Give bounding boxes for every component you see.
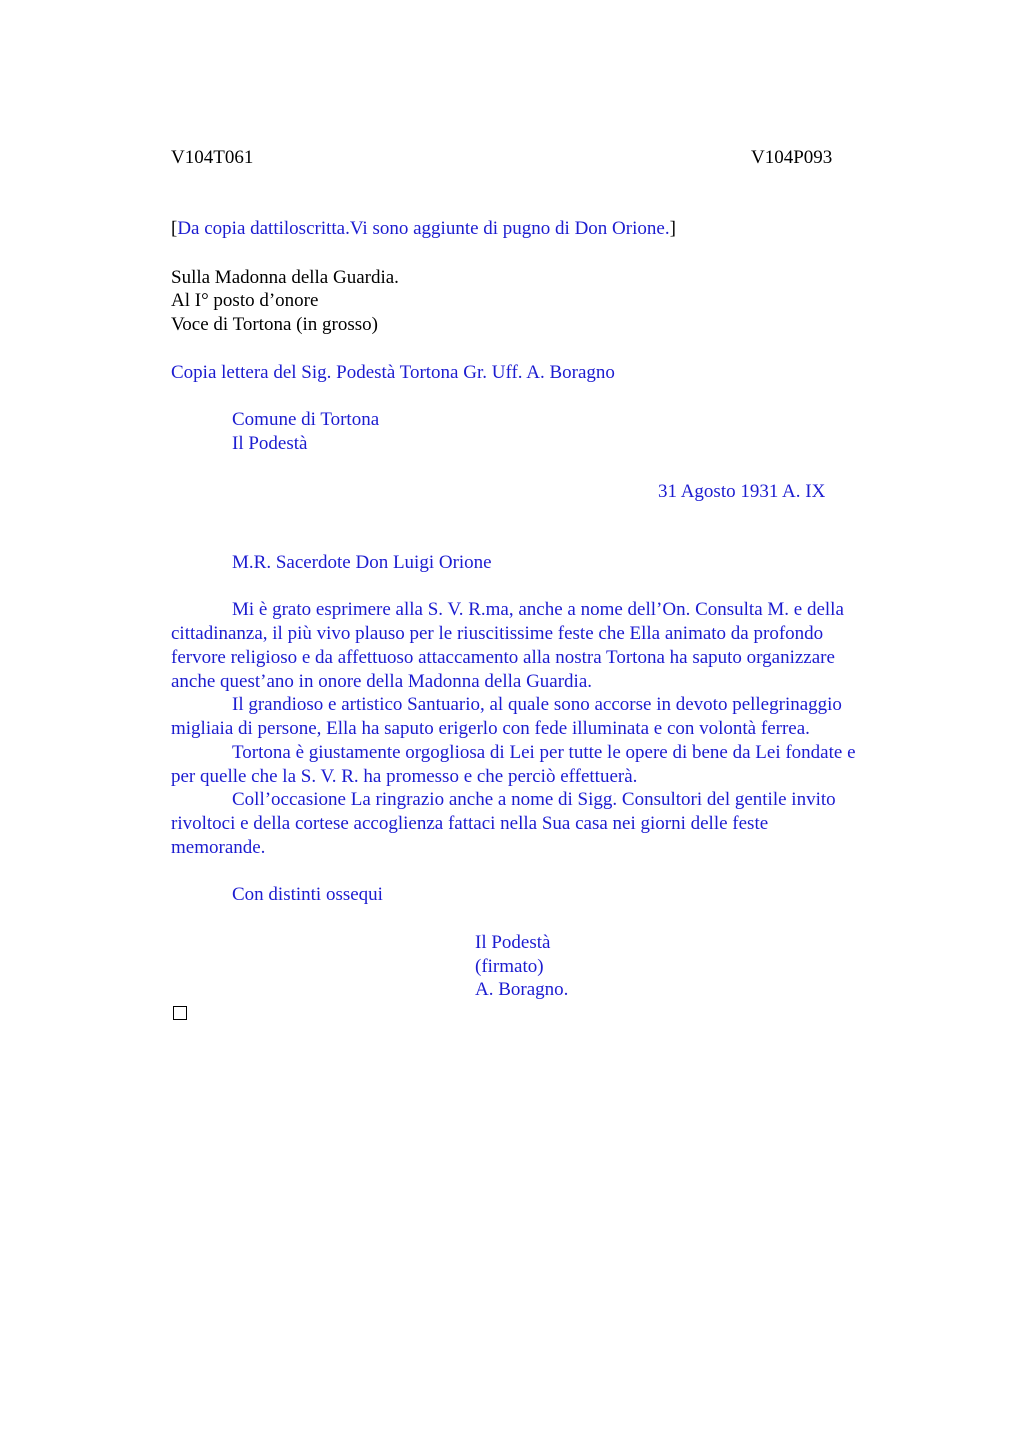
letterhead-office: Il Podestà <box>232 433 308 454</box>
body-line: Il grandioso e artistico Santuario, al quale sono accorse in devoto pellegrinaggio <box>232 694 842 715</box>
editorial-line: Sulla Madonna della Guardia. <box>171 267 399 288</box>
signature-status: (firmato) <box>475 956 544 977</box>
closing-formula: Con distinti ossequi <box>232 884 383 905</box>
editorial-line: Al I° posto d’onore <box>171 290 319 311</box>
editorial-line: Voce di Tortona (in grosso) <box>171 314 378 335</box>
body-line: Coll’occasione La ringrazio anche a nome di Sigg. Consultori del gentile invito <box>232 789 836 810</box>
letter-date: 31 Agosto 1931 A. IX <box>658 481 826 502</box>
signature-name: A. Boragno. <box>475 979 569 1000</box>
document-code-left: V104T061 <box>171 147 254 168</box>
note-open-bracket: [ <box>171 218 178 239</box>
body-line: migliaia di persone, Ella ha saputo erigerlo con fede illuminata e con volontà ferrea. <box>171 718 810 739</box>
body-line: rivoltoci e della cortese accoglienza fattaci nella Sua casa nei giorni delle feste <box>171 813 769 834</box>
note-close-bracket: ] <box>669 218 676 239</box>
body-line: anche quest’ano in onore della Madonna della Guardia. <box>171 671 593 692</box>
end-of-document-box-icon <box>173 1006 187 1020</box>
salutation: M.R. Sacerdote Don Luigi Orione <box>232 552 492 573</box>
letterhead-municipality: Comune di Tortona <box>232 409 380 430</box>
body-line: Tortona è giustamente orgogliosa di Lei per tutte le opere di bene da Lei fondate e <box>232 742 856 763</box>
signature-title: Il Podestà <box>475 932 551 953</box>
editorial-note <box>171 217 676 241</box>
body-line: fervore religioso e da affettuoso attaccamento alla nostra Tortona ha saputo organizzare <box>171 647 835 668</box>
note-text: Da copia dattiloscritta.Vi sono aggiunte di pugno di Don Orione. <box>177 218 670 239</box>
body-line: per quelle che la S. V. R. ha promesso e che perciò effettuerà. <box>171 766 638 787</box>
copy-title: Copia lettera del Sig. Podestà Tortona Gr. Uff. A. Boragno <box>171 362 615 383</box>
body-line: cittadinanza, il più vivo plauso per le riuscitissime feste che Ella animato da profondo <box>171 623 824 644</box>
body-line: Mi è grato esprimere alla S. V. R.ma, anche a nome dell’On. Consulta M. e della <box>232 599 844 620</box>
body-line: memorande. <box>171 837 266 858</box>
document-code-right: V104P093 <box>751 147 833 168</box>
